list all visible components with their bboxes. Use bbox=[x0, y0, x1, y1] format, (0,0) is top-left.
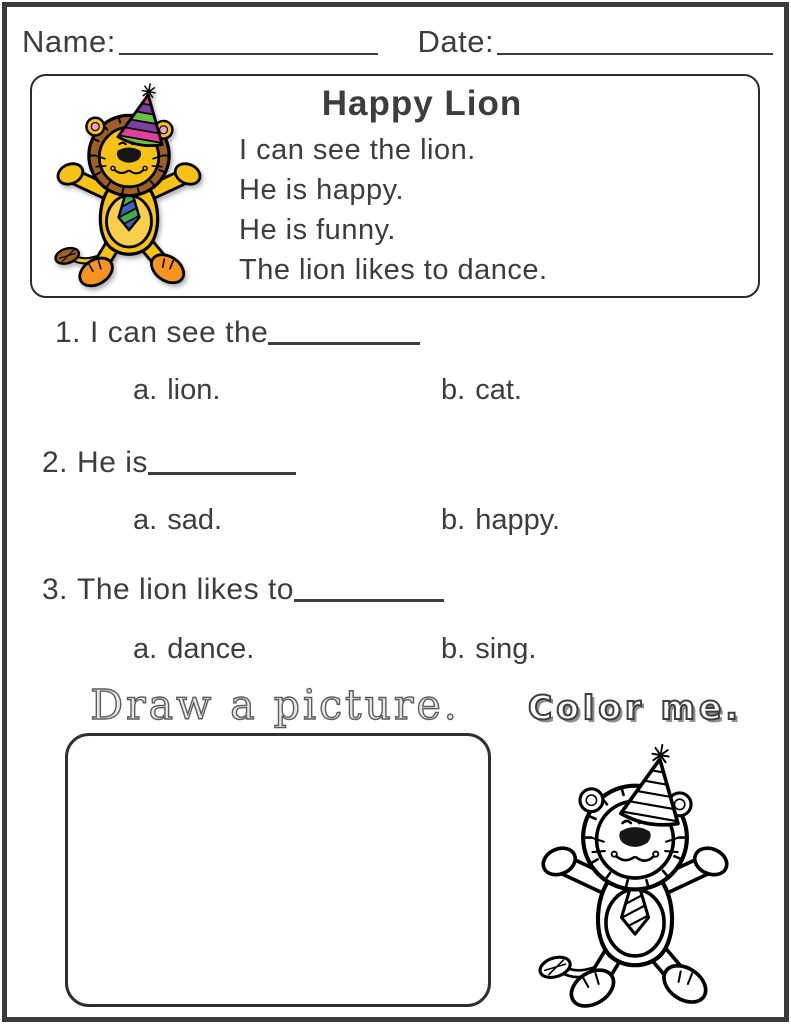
question-2-option-a: a. sad. bbox=[133, 504, 223, 536]
question-2-prompt: He is bbox=[77, 446, 148, 479]
color-me-label: Color me. bbox=[528, 688, 742, 727]
passage-title: Happy Lion bbox=[321, 84, 523, 123]
question-1 bbox=[55, 316, 420, 350]
question-3-options bbox=[0, 633, 791, 673]
reading-passage-box bbox=[30, 74, 760, 298]
question-2-option-b: b. happy. bbox=[441, 504, 561, 536]
question-2-number: 2. bbox=[42, 446, 69, 479]
date-label: Date: bbox=[417, 24, 495, 59]
question-1-options bbox=[0, 374, 791, 414]
question-3-prompt: The lion likes to bbox=[77, 573, 294, 606]
question-1-option-b: b. cat. bbox=[441, 374, 522, 406]
draw-a-picture-label: Draw a picture. bbox=[90, 681, 460, 729]
happy-lion-coloring-outline bbox=[518, 740, 752, 1014]
name-date-row bbox=[22, 24, 775, 60]
happy-lion-colored-illustration bbox=[38, 80, 220, 292]
name-field bbox=[22, 24, 380, 60]
question-3-option-a: a. dance. bbox=[133, 633, 255, 665]
passage-line: He is happy. bbox=[239, 174, 405, 206]
passage-line: The lion likes to dance. bbox=[239, 254, 548, 286]
question-1-prompt: I can see the bbox=[90, 316, 269, 349]
question-3-number: 3. bbox=[42, 573, 69, 606]
passage-line: He is funny. bbox=[239, 214, 396, 246]
question-1-option-a: a. lion. bbox=[133, 374, 221, 406]
question-2-blank bbox=[148, 472, 296, 475]
question-3-blank bbox=[294, 599, 444, 602]
name-label: Name: bbox=[22, 24, 116, 59]
question-2-options bbox=[0, 504, 791, 544]
date-field bbox=[418, 24, 776, 60]
date-blank-line bbox=[497, 24, 773, 55]
question-2 bbox=[42, 446, 296, 480]
drawing-area-box bbox=[65, 733, 491, 1007]
question-3-option-b: b. sing. bbox=[441, 633, 537, 665]
name-blank-line bbox=[119, 24, 378, 55]
passage-content bbox=[207, 84, 637, 290]
passage-line: I can see the lion. bbox=[239, 134, 476, 166]
question-1-number: 1. bbox=[55, 316, 82, 349]
question-1-blank bbox=[268, 342, 420, 345]
question-3 bbox=[42, 573, 444, 607]
